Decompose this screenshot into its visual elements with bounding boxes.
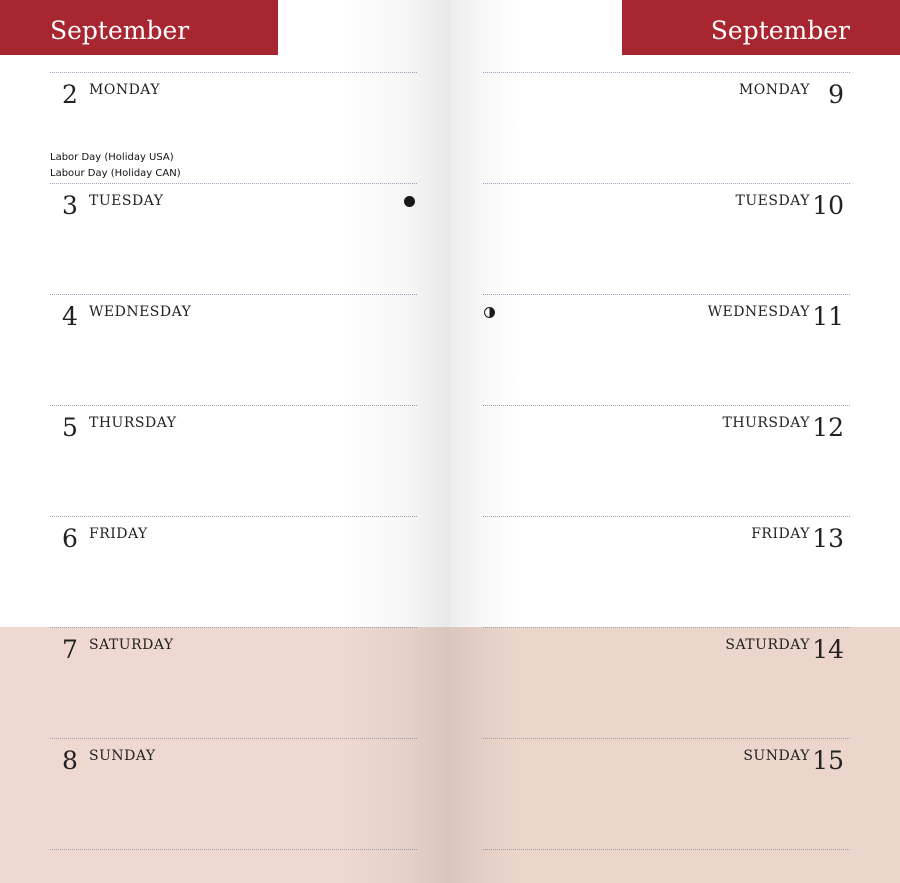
divider-line [50, 627, 417, 628]
month-title: September [710, 16, 850, 45]
divider-line [50, 738, 417, 739]
day-name: WEDNESDAY [707, 304, 810, 320]
day-number: 5 [62, 413, 78, 442]
day-number: 11 [812, 302, 844, 331]
divider-line [483, 294, 850, 295]
day-name: SATURDAY [89, 637, 174, 653]
right-page [450, 0, 900, 883]
divider-line [50, 405, 417, 406]
divider-line [483, 627, 850, 628]
month-title: September [50, 16, 190, 45]
divider-line [50, 294, 417, 295]
first-quarter-moon-icon [484, 307, 495, 318]
holiday-note-can: Labour Day (Holiday CAN) [50, 168, 181, 179]
day-number: 13 [812, 524, 844, 553]
day-number: 4 [62, 302, 78, 331]
day-name: TUESDAY [735, 193, 810, 209]
day-number: 9 [828, 80, 844, 109]
day-number: 12 [812, 413, 844, 442]
divider-line [50, 72, 417, 73]
day-number: 8 [62, 746, 78, 775]
divider-line [483, 849, 850, 850]
divider-line [50, 849, 417, 850]
new-moon-icon [404, 196, 415, 207]
day-number: 7 [62, 635, 78, 664]
day-name: MONDAY [89, 82, 161, 98]
divider-line [50, 183, 417, 184]
day-name: TUESDAY [89, 193, 164, 209]
divider-line [483, 516, 850, 517]
day-number: 3 [62, 191, 78, 220]
divider-line [483, 72, 850, 73]
day-name: THURSDAY [89, 415, 177, 431]
day-number: 6 [62, 524, 78, 553]
day-number: 15 [812, 746, 844, 775]
day-number: 10 [812, 191, 844, 220]
divider-line [483, 405, 850, 406]
day-name: THURSDAY [722, 415, 810, 431]
day-name: FRIDAY [751, 526, 810, 542]
month-tab [622, 0, 900, 55]
day-name: SATURDAY [725, 637, 810, 653]
day-name: SUNDAY [743, 748, 810, 764]
divider-line [483, 738, 850, 739]
day-name: FRIDAY [89, 526, 148, 542]
day-name: MONDAY [738, 82, 810, 98]
divider-line [483, 183, 850, 184]
day-name: SUNDAY [89, 748, 156, 764]
day-number: 2 [62, 80, 78, 109]
month-tab [0, 0, 278, 55]
day-number: 14 [812, 635, 844, 664]
day-name: WEDNESDAY [89, 304, 192, 320]
divider-line [50, 516, 417, 517]
holiday-note-usa: Labor Day (Holiday USA) [50, 152, 174, 163]
